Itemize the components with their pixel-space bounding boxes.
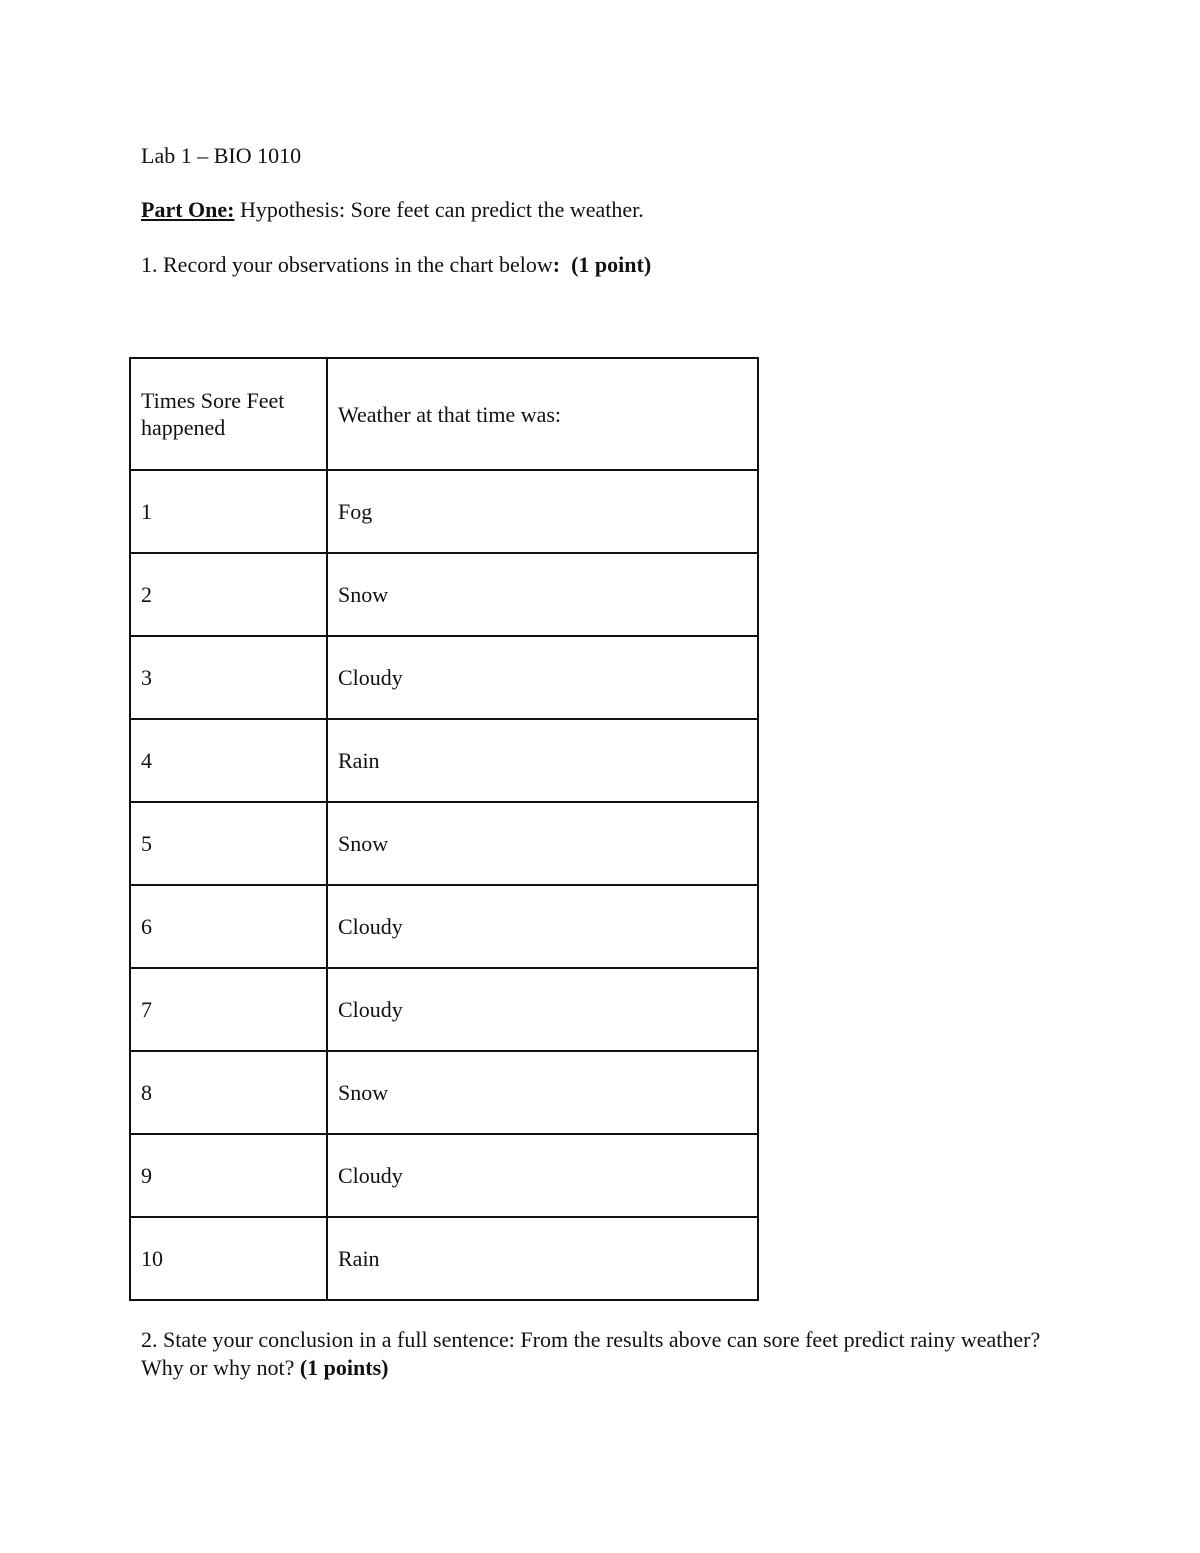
table-row <box>130 470 758 553</box>
table-row <box>130 719 758 802</box>
table-row <box>130 1217 758 1300</box>
question-2-text: 2. State your conclusion in a full sentence: From the results above can sore feet predict rainy weather? Why or why not? <box>141 1327 1041 1380</box>
hypothesis-text: Hypothesis: Sore feet can predict the weather. <box>234 197 644 222</box>
observations-table <box>129 357 759 1301</box>
question-2 <box>141 1326 1041 1382</box>
table-row <box>130 636 758 719</box>
cell-occurrence-number: 6 <box>130 885 327 968</box>
question-2-points: (1 points) <box>299 1355 389 1380</box>
cell-occurrence-number: 3 <box>130 636 327 719</box>
cell-weather: Cloudy <box>327 636 758 719</box>
table-row <box>130 802 758 885</box>
cell-occurrence-number: 5 <box>130 802 327 885</box>
question-1-text: 1. Record your observations in the chart below <box>141 252 553 277</box>
document-title: Lab 1 – BIO 1010 <box>141 143 302 168</box>
cell-occurrence-number: 2 <box>130 553 327 636</box>
part-one-line <box>141 196 644 224</box>
cell-occurrence-number: 9 <box>130 1134 327 1217</box>
cell-weather: Snow <box>327 1051 758 1134</box>
cell-weather: Cloudy <box>327 885 758 968</box>
table-row <box>130 968 758 1051</box>
cell-weather: Cloudy <box>327 968 758 1051</box>
cell-weather: Cloudy <box>327 1134 758 1217</box>
cell-weather: Rain <box>327 719 758 802</box>
table-row <box>130 553 758 636</box>
cell-weather: Rain <box>327 1217 758 1300</box>
table-row <box>130 1134 758 1217</box>
table-row <box>130 885 758 968</box>
cell-occurrence-number: 7 <box>130 968 327 1051</box>
table-row <box>130 1051 758 1134</box>
cell-occurrence-number: 8 <box>130 1051 327 1134</box>
question-1 <box>141 251 651 279</box>
cell-weather: Snow <box>327 802 758 885</box>
cell-weather: Fog <box>327 470 758 553</box>
header-weather: Weather at that time was: <box>327 358 758 470</box>
cell-occurrence-number: 4 <box>130 719 327 802</box>
header-times-sore-feet: Times Sore Feet happened <box>130 358 327 470</box>
part-one-label: Part One: <box>141 197 235 222</box>
cell-occurrence-number: 10 <box>130 1217 327 1300</box>
cell-weather: Snow <box>327 553 758 636</box>
question-1-points: (1 point) <box>571 252 652 277</box>
table-header-row <box>130 358 758 470</box>
cell-occurrence-number: 1 <box>130 470 327 553</box>
question-1-colon: : <box>552 252 561 277</box>
